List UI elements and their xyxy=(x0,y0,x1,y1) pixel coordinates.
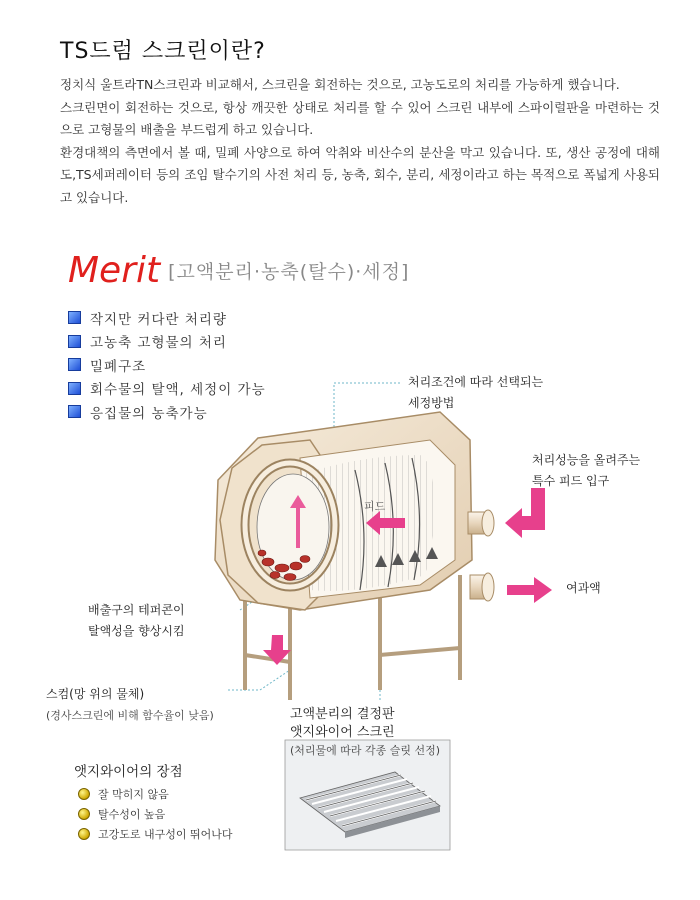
filtrate-label: 여과액 xyxy=(566,581,601,595)
discharge-label xyxy=(88,600,185,642)
advantage-item xyxy=(78,804,233,824)
advantage-label: 고강도로 내구성이 뛰어나다 xyxy=(98,828,233,841)
feed-inlet-label xyxy=(532,450,640,492)
intro-paragraph-3: 환경대책의 측면에서 볼 때, 밀폐 사양으로 하여 악취와 비산수의 분산을 막고 있습니다. 또, 생산 공정에 대해도,TS세퍼레이터 등의 조임 탈수기의 사전 처리 등, 농축, 회수, 분리, 세정이라고 하는 목적으로 폭넓게 사용되고 있습니다. xyxy=(60,144,660,205)
intro-paragraph-2: 스크린면이 회전하는 것으로, 항상 깨끗한 상태로 처리를 할 수 있어 스크린 내부에 스파이럴판을 마련하는 것으로 고형물의 배출을 부드럽게 하고 있습니다. xyxy=(60,99,660,137)
merit-title: Merit xyxy=(68,250,161,291)
feed-inlet-line-2: 특수 피드 입구 xyxy=(532,474,610,488)
wash-method-line-1: 처리조건에 따라 선택되는 xyxy=(408,375,544,389)
wash-method-label xyxy=(408,372,543,414)
feed-inlet-arrow-icon xyxy=(505,488,545,538)
merit-subtitle: [고액분리·농축(탈수)·세정] xyxy=(168,261,410,283)
scum-label xyxy=(46,684,214,726)
plate-line-2: 앳지와이어 스크린 xyxy=(290,725,395,740)
scum-title: 스컴(망 위의 물체) xyxy=(46,687,145,701)
filtrate-arrow-icon xyxy=(507,577,552,603)
discharge-line-1: 배출구의 테퍼콘이 xyxy=(88,603,185,617)
feed-inlet xyxy=(482,510,494,536)
wash-method-line-2: 세정방법 xyxy=(408,396,455,410)
discharge-line-2: 탈액성을 향상시킴 xyxy=(88,624,185,638)
wedge-wire-plate-label xyxy=(290,706,440,760)
advantage-label: 잘 막히지 않음 xyxy=(98,788,169,801)
merit-item-label: 응집물의 농축가능 xyxy=(90,405,208,422)
advantage-label: 탈수성이 높음 xyxy=(98,808,166,821)
filtrate-outlet xyxy=(482,573,494,601)
yellow-dot-bullet-icon xyxy=(78,788,90,800)
wedge-wire-advantages-list xyxy=(78,784,233,844)
merit-item-label: 작지만 커다란 처리량 xyxy=(90,311,227,328)
feed-label: 피드 xyxy=(364,500,386,513)
wedge-wire-advantages-title: 앳지와이어의 장점 xyxy=(74,764,183,780)
merit-item-label: 회수물의 탈액, 세정이 가능 xyxy=(90,382,266,399)
feed-inlet-line-1: 처리성능을 올려주는 xyxy=(532,453,641,467)
scum-note: (경사스크린에 비해 함수율이 낮음) xyxy=(46,709,214,722)
intro-paragraph-1: 정치식 울트라TN스크린과 비교해서, 스크린을 회전하는 것으로, 고농도로의 처리를 가능하게 했습니다. xyxy=(60,77,620,92)
merit-item-label: 밀폐구조 xyxy=(90,358,147,375)
merit-item-label: 고농축 고형물의 처리 xyxy=(90,335,227,352)
yellow-dot-bullet-icon xyxy=(78,808,90,820)
page-title: TS드럼 스크린이란? xyxy=(60,39,266,64)
advantage-item xyxy=(78,784,233,804)
yellow-dot-bullet-icon xyxy=(78,828,90,840)
plate-note: (처리물에 따라 각종 슬릿 선정) xyxy=(290,744,441,757)
plate-line-1: 고액분리의 결정판 xyxy=(290,707,395,722)
advantage-item xyxy=(78,824,233,844)
